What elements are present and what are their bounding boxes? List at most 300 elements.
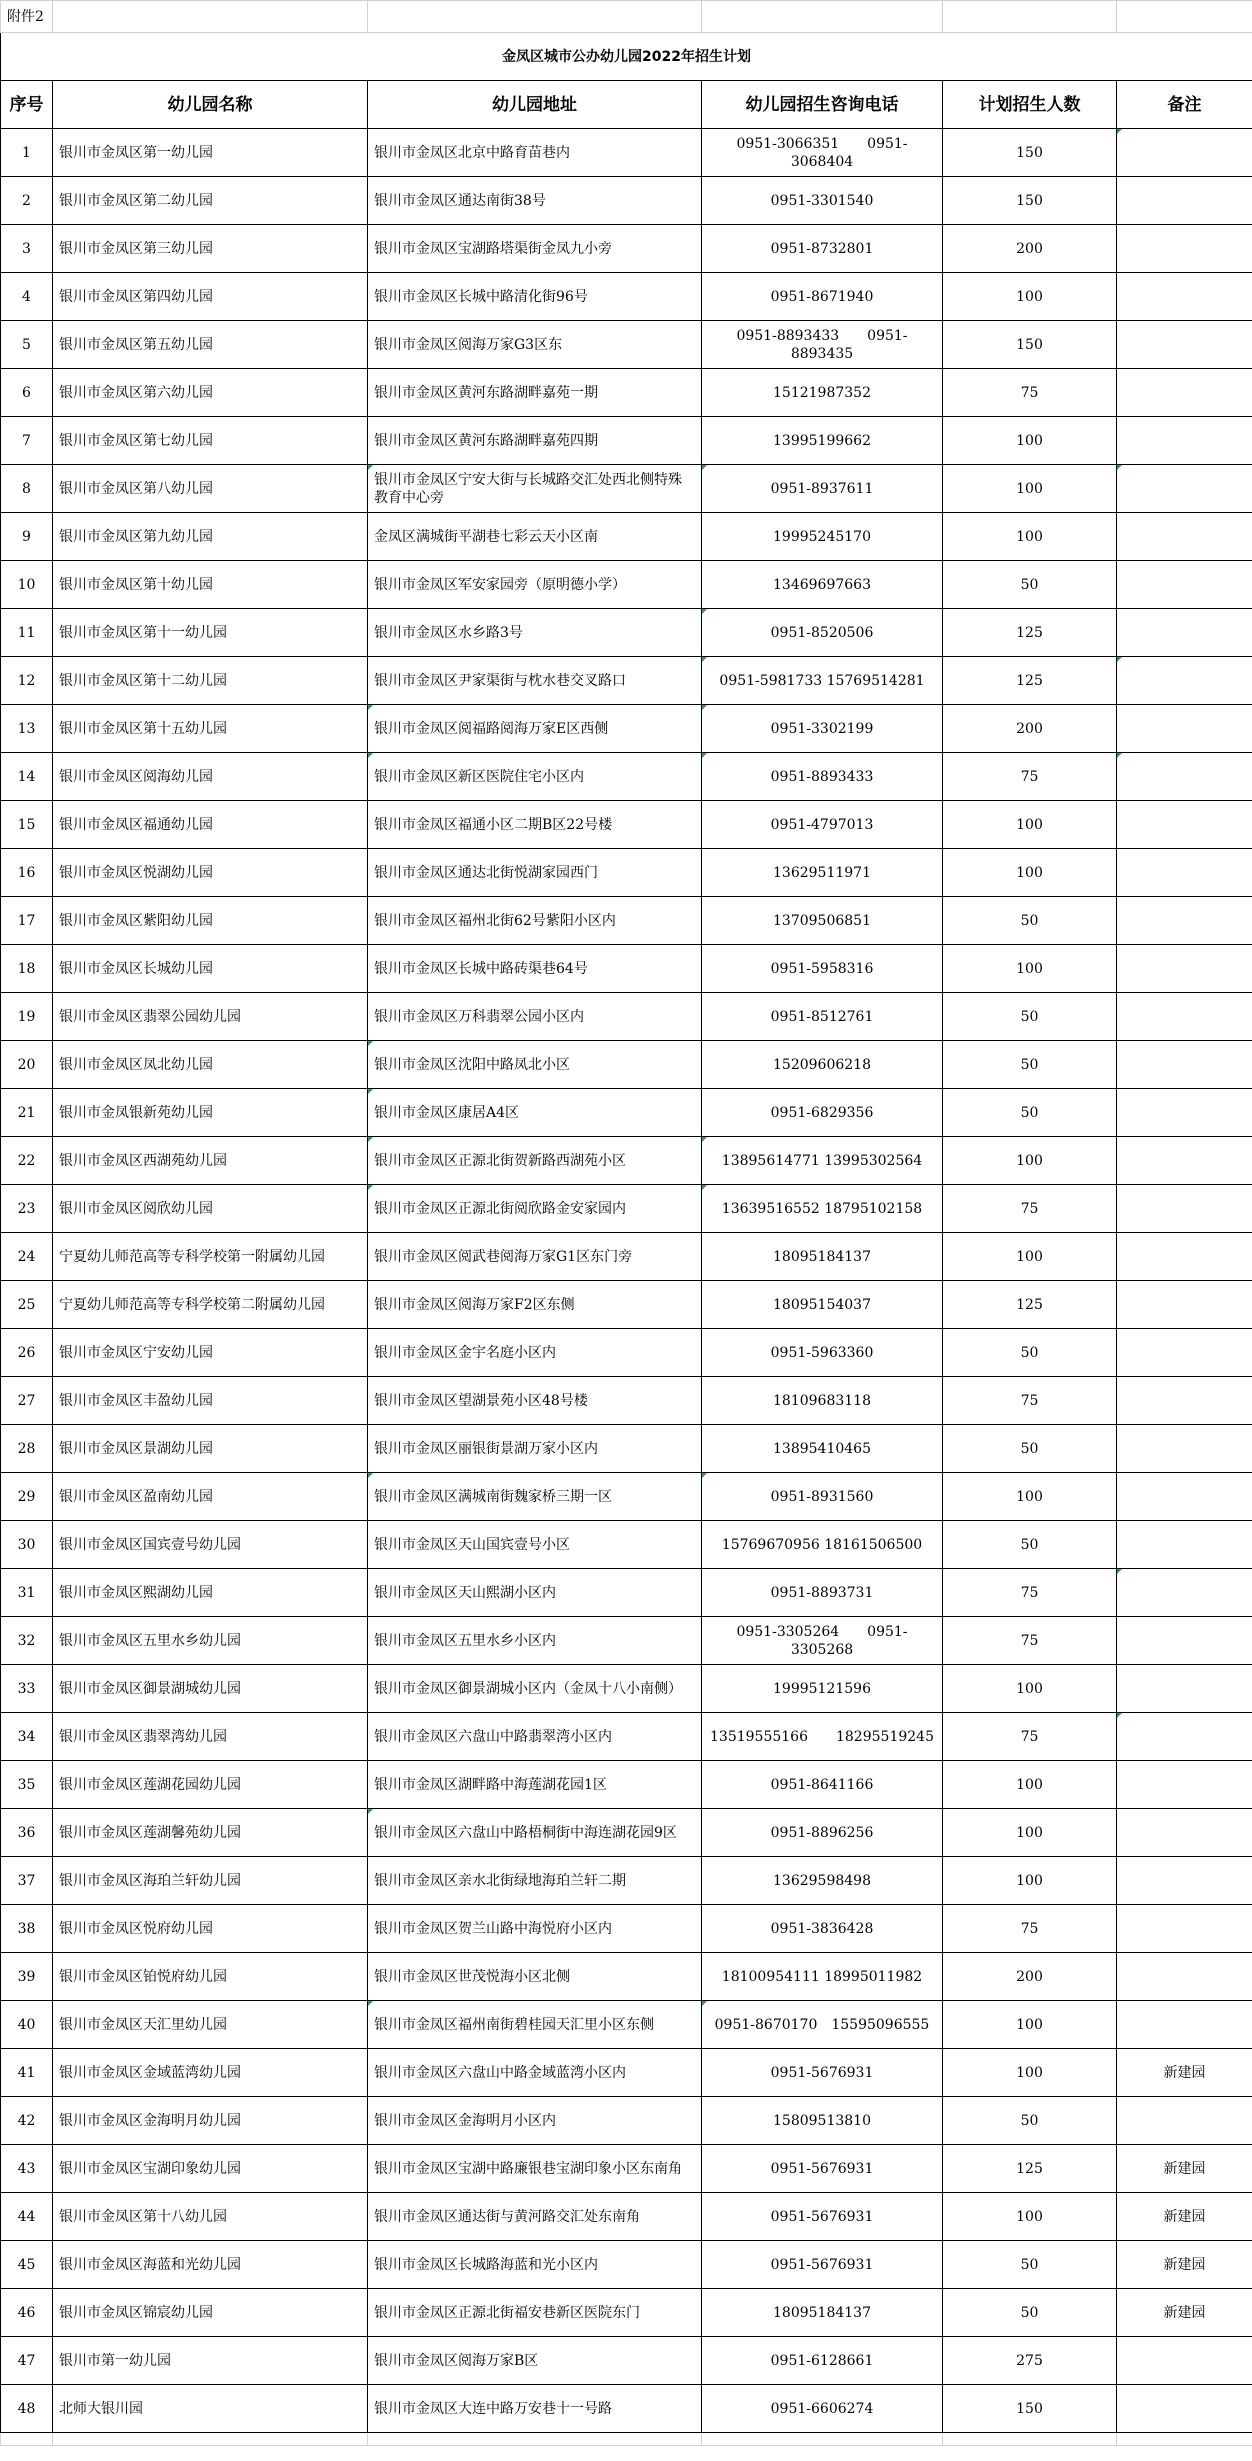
cell-no: 33 <box>1 1665 53 1713</box>
cell-address: 银川市金凤区五里水乡小区内 <box>368 1617 702 1665</box>
cell-address: 银川市金凤区黄河东路湖畔嘉苑一期 <box>368 369 702 417</box>
cell-no: 13 <box>1 705 53 753</box>
cell-no: 30 <box>1 1521 53 1569</box>
cell-no: 8 <box>1 465 53 513</box>
cell-phone: 0951-8893731 <box>702 1569 943 1617</box>
cell-address: 银川市金凤区阅海万家B区 <box>368 2337 702 2385</box>
cell-no: 36 <box>1 1809 53 1857</box>
cell-no: 17 <box>1 897 53 945</box>
cell-phone: 13895614771 13995302564 <box>702 1137 943 1185</box>
cell-plan: 50 <box>943 2289 1117 2337</box>
cell-plan: 150 <box>943 2385 1117 2433</box>
cell-note <box>1117 1185 1252 1233</box>
cell-phone: 0951-6829356 <box>702 1089 943 1137</box>
table-row <box>1 1665 1252 1713</box>
table-row <box>1 1329 1252 1377</box>
cell-plan: 50 <box>943 1425 1117 1473</box>
cell-phone: 18095154037 <box>702 1281 943 1329</box>
table-row <box>1 369 1252 417</box>
cell-phone: 13629511971 <box>702 849 943 897</box>
table-row <box>1 1617 1252 1665</box>
cell-name: 银川市金凤区第八幼儿园 <box>53 465 368 513</box>
cell-phone: 0951-5676931 <box>702 2145 943 2193</box>
cell-address: 银川市金凤区阅海万家F2区东侧 <box>368 1281 702 1329</box>
cell-no: 46 <box>1 2289 53 2337</box>
cell-address: 银川市金凤区通达北街悦湖家园西门 <box>368 849 702 897</box>
cell-name: 北师大银川园 <box>53 2385 368 2433</box>
cell-name: 银川市金凤区第十二幼儿园 <box>53 657 368 705</box>
cell-phone: 18109683118 <box>702 1377 943 1425</box>
cell-note <box>1117 1281 1252 1329</box>
cell-note <box>1117 1233 1252 1281</box>
cell-address: 银川市金凤区宝湖中路廉银巷宝湖印象小区东南角 <box>368 2145 702 2193</box>
cell-phone: 0951-3836428 <box>702 1905 943 1953</box>
cell-plan: 50 <box>943 561 1117 609</box>
cell-phone: 15121987352 <box>702 369 943 417</box>
cell-name: 银川市金凤区悦湖幼儿园 <box>53 849 368 897</box>
cell-address: 银川市金凤区福州南街碧桂园天汇里小区东侧 <box>368 2001 702 2049</box>
cell-note <box>1117 2001 1252 2049</box>
cell-phone: 0951-8520506 <box>702 609 943 657</box>
cell-name: 银川市金凤区五里水乡幼儿园 <box>53 1617 368 1665</box>
cell-note <box>1117 945 1252 993</box>
table-row <box>1 1041 1252 1089</box>
cell-no: 27 <box>1 1377 53 1425</box>
cell-note <box>1117 369 1252 417</box>
cell-no: 43 <box>1 2145 53 2193</box>
table-row <box>1 945 1252 993</box>
cell-note <box>1117 273 1252 321</box>
header-no: 序号 <box>1 81 53 129</box>
cell-no: 23 <box>1 1185 53 1233</box>
cell-plan: 75 <box>943 1713 1117 1761</box>
cell-plan: 50 <box>943 1329 1117 1377</box>
cell-phone: 0951-5958316 <box>702 945 943 993</box>
cell-no: 10 <box>1 561 53 609</box>
cell-name: 银川市金凤区国宾壹号幼儿园 <box>53 1521 368 1569</box>
cell-phone: 19995121596 <box>702 1665 943 1713</box>
cell-note <box>1117 705 1252 753</box>
cell-address: 银川市金凤区世茂悦海小区北侧 <box>368 1953 702 2001</box>
cell-no: 18 <box>1 945 53 993</box>
cell-note: 新建园 <box>1117 2145 1252 2193</box>
cell-no: 31 <box>1 1569 53 1617</box>
cell-address: 银川市金凤区湖畔路中海莲湖花园1区 <box>368 1761 702 1809</box>
cell-note <box>1117 1137 1252 1185</box>
cell-phone: 0951-5963360 <box>702 1329 943 1377</box>
cell-name: 银川市金凤区海蓝和光幼儿园 <box>53 2241 368 2289</box>
cell-note <box>1117 1521 1252 1569</box>
cell-phone: 0951-8893433 <box>702 753 943 801</box>
cell-plan: 125 <box>943 609 1117 657</box>
cell-name: 银川市金凤银新苑幼儿园 <box>53 1089 368 1137</box>
cell-phone: 13629598498 <box>702 1857 943 1905</box>
cell-phone: 0951-8641166 <box>702 1761 943 1809</box>
cell-address: 银川市金凤区正源北街福安巷新区医院东门 <box>368 2289 702 2337</box>
cell-note <box>1117 1473 1252 1521</box>
header-name: 幼儿园名称 <box>53 81 368 129</box>
cell-note <box>1117 849 1252 897</box>
cell-name: 银川市金凤区第十五幼儿园 <box>53 705 368 753</box>
cell-phone: 0951-8512761 <box>702 993 943 1041</box>
cell-no: 15 <box>1 801 53 849</box>
cell-name: 银川市金凤区莲湖花园幼儿园 <box>53 1761 368 1809</box>
cell-name: 银川市金凤区第五幼儿园 <box>53 321 368 369</box>
cell-phone: 0951-5676931 <box>702 2193 943 2241</box>
cell-address: 银川市金凤区长城路海蓝和光小区内 <box>368 2241 702 2289</box>
cell-phone: 18095184137 <box>702 2289 943 2337</box>
cell-plan: 100 <box>943 2193 1117 2241</box>
cell-note <box>1117 897 1252 945</box>
cell-name: 银川市金凤区第九幼儿园 <box>53 513 368 561</box>
cell-no: 24 <box>1 1233 53 1281</box>
cell-address: 银川市金凤区军安家园旁（原明德小学） <box>368 561 702 609</box>
table-row <box>1 417 1252 465</box>
cell-address: 银川市金凤区新区医院住宅小区内 <box>368 753 702 801</box>
cell-phone: 13709506851 <box>702 897 943 945</box>
table-row <box>1 1233 1252 1281</box>
cell-plan: 100 <box>943 1233 1117 1281</box>
cell-note <box>1117 129 1252 177</box>
cell-no: 22 <box>1 1137 53 1185</box>
cell-plan: 100 <box>943 945 1117 993</box>
table-row <box>1 513 1252 561</box>
cell-plan: 150 <box>943 321 1117 369</box>
cell-address: 银川市金凤区万科翡翠公园小区内 <box>368 993 702 1041</box>
cell-phone: 13469697663 <box>702 561 943 609</box>
table-row <box>1 273 1252 321</box>
cell-plan: 125 <box>943 1281 1117 1329</box>
cell-note <box>1117 609 1252 657</box>
cell-note <box>1117 1953 1252 2001</box>
cell-note <box>1117 1329 1252 1377</box>
cell-phone: 0951-8671940 <box>702 273 943 321</box>
cell-note <box>1117 177 1252 225</box>
cell-note <box>1117 1569 1252 1617</box>
cell-name: 银川市金凤区阅欣幼儿园 <box>53 1185 368 1233</box>
title-row <box>1 33 1252 81</box>
cell-note <box>1117 993 1252 1041</box>
cell-address: 银川市金凤区尹家渠街与枕水巷交叉路口 <box>368 657 702 705</box>
cell-plan: 100 <box>943 513 1117 561</box>
cell-plan: 100 <box>943 465 1117 513</box>
cell-name: 银川市金凤区宝湖印象幼儿园 <box>53 2145 368 2193</box>
cell-plan: 50 <box>943 2097 1117 2145</box>
header-plan: 计划招生人数 <box>943 81 1117 129</box>
cell-address: 银川市金凤区金宇名庭小区内 <box>368 1329 702 1377</box>
cell-no: 25 <box>1 1281 53 1329</box>
cell-no: 7 <box>1 417 53 465</box>
cell-address: 银川市金凤区六盘山中路梧桐街中海连湖花园9区 <box>368 1809 702 1857</box>
table-row <box>1 657 1252 705</box>
cell-plan: 50 <box>943 1089 1117 1137</box>
table-row <box>1 1905 1252 1953</box>
cell-plan: 50 <box>943 1041 1117 1089</box>
cell-address: 银川市金凤区亲水北街绿地海珀兰轩二期 <box>368 1857 702 1905</box>
cell-phone: 0951-5676931 <box>702 2241 943 2289</box>
table-row <box>1 2145 1252 2193</box>
table-row <box>1 2289 1252 2337</box>
cell-note <box>1117 321 1252 369</box>
cell-address: 银川市金凤区正源北街贺新路西湖苑小区 <box>368 1137 702 1185</box>
cell-note <box>1117 1665 1252 1713</box>
table-row <box>1 1089 1252 1137</box>
cell-plan: 100 <box>943 1809 1117 1857</box>
cell-no: 40 <box>1 2001 53 2049</box>
cell-plan: 75 <box>943 1569 1117 1617</box>
cell-phone: 0951-5981733 15769514281 <box>702 657 943 705</box>
table-row <box>1 1953 1252 2001</box>
table-row <box>1 561 1252 609</box>
cell-no: 29 <box>1 1473 53 1521</box>
cell-address: 银川市金凤区贺兰山路中海悦府小区内 <box>368 1905 702 1953</box>
cell-plan: 100 <box>943 2049 1117 2097</box>
cell-address: 银川市金凤区六盘山中路翡翠湾小区内 <box>368 1713 702 1761</box>
cell-no: 28 <box>1 1425 53 1473</box>
cell-no: 42 <box>1 2097 53 2145</box>
table-row <box>1 321 1252 369</box>
cell-no: 14 <box>1 753 53 801</box>
cell-no: 20 <box>1 1041 53 1089</box>
cell-no: 1 <box>1 129 53 177</box>
cell-name: 银川市金凤区景湖幼儿园 <box>53 1425 368 1473</box>
cell-address: 银川市金凤区大连中路万安巷十一号路 <box>368 2385 702 2433</box>
cell-plan: 150 <box>943 177 1117 225</box>
cell-address: 银川市金凤区通达街与黄河路交汇处东南角 <box>368 2193 702 2241</box>
cell-name: 银川市金凤区海珀兰轩幼儿园 <box>53 1857 368 1905</box>
table-row <box>1 1569 1252 1617</box>
cell-name: 银川市金凤区西湖苑幼儿园 <box>53 1137 368 1185</box>
cell-note <box>1117 1089 1252 1137</box>
cell-no: 5 <box>1 321 53 369</box>
cell-phone: 0951-8670170 15595096555 <box>702 2001 943 2049</box>
cell-note <box>1117 753 1252 801</box>
cell-name: 银川市金凤区第七幼儿园 <box>53 417 368 465</box>
cell-phone: 13639516552 18795102158 <box>702 1185 943 1233</box>
cell-name: 银川市第一幼儿园 <box>53 2337 368 2385</box>
cell-plan: 200 <box>943 225 1117 273</box>
cell-name: 银川市金凤区熙湖幼儿园 <box>53 1569 368 1617</box>
cell-name: 银川市金凤区莲湖馨苑幼儿园 <box>53 1809 368 1857</box>
cell-address: 银川市金凤区福州北街62号紫阳小区内 <box>368 897 702 945</box>
cell-note: 新建园 <box>1117 2241 1252 2289</box>
table-row <box>1 1137 1252 1185</box>
table-row <box>1 2337 1252 2385</box>
cell-phone: 15809513810 <box>702 2097 943 2145</box>
table-row <box>1 993 1252 1041</box>
header-address: 幼儿园地址 <box>368 81 702 129</box>
cell-no: 35 <box>1 1761 53 1809</box>
cell-plan: 50 <box>943 897 1117 945</box>
table-row <box>1 1521 1252 1569</box>
table-row <box>1 129 1252 177</box>
cell-note <box>1117 2337 1252 2385</box>
cell-plan: 125 <box>943 657 1117 705</box>
cell-name: 银川市金凤区福通幼儿园 <box>53 801 368 849</box>
cell-address: 银川市金凤区水乡路3号 <box>368 609 702 657</box>
attachment-row <box>1 1 1252 33</box>
cell-plan: 75 <box>943 753 1117 801</box>
cell-name: 银川市金凤区第三幼儿园 <box>53 225 368 273</box>
cell-phone: 18100954111 18995011982 <box>702 1953 943 2001</box>
cell-note <box>1117 1041 1252 1089</box>
cell-no: 16 <box>1 849 53 897</box>
cell-address: 银川市金凤区阅海万家G3区东 <box>368 321 702 369</box>
table-row <box>1 705 1252 753</box>
cell-plan: 50 <box>943 993 1117 1041</box>
cell-plan: 50 <box>943 2241 1117 2289</box>
cell-no: 6 <box>1 369 53 417</box>
cell-no: 21 <box>1 1089 53 1137</box>
cell-no: 4 <box>1 273 53 321</box>
cell-name: 银川市金凤区御景湖城幼儿园 <box>53 1665 368 1713</box>
table-row <box>1 1761 1252 1809</box>
cell-no: 48 <box>1 2385 53 2433</box>
cell-address: 银川市金凤区满城南街魏家桥三期一区 <box>368 1473 702 1521</box>
cell-plan: 75 <box>943 369 1117 417</box>
cell-phone: 0951-3302199 <box>702 705 943 753</box>
cell-note <box>1117 657 1252 705</box>
cell-note <box>1117 2097 1252 2145</box>
cell-no: 47 <box>1 2337 53 2385</box>
cell-no: 44 <box>1 2193 53 2241</box>
cell-plan: 125 <box>943 2145 1117 2193</box>
cell-plan: 75 <box>943 1617 1117 1665</box>
cell-note <box>1117 801 1252 849</box>
cell-name: 银川市金凤区长城幼儿园 <box>53 945 368 993</box>
page-title: 金凤区城市公办幼儿园2022年招生计划 <box>1 33 1252 81</box>
cell-note <box>1117 417 1252 465</box>
cell-address: 银川市金凤区康居A4区 <box>368 1089 702 1137</box>
cell-address: 银川市金凤区长城中路砖渠巷64号 <box>368 945 702 993</box>
cell-note <box>1117 1617 1252 1665</box>
header-note: 备注 <box>1117 81 1252 129</box>
cell-no: 12 <box>1 657 53 705</box>
cell-plan: 100 <box>943 849 1117 897</box>
cell-name: 银川市金凤区凤北幼儿园 <box>53 1041 368 1089</box>
cell-note: 新建园 <box>1117 2289 1252 2337</box>
cell-address: 银川市金凤区阅福路阅海万家E区西侧 <box>368 705 702 753</box>
cell-phone: 19995245170 <box>702 513 943 561</box>
cell-name: 银川市金凤区翡翠湾幼儿园 <box>53 1713 368 1761</box>
cell-name: 银川市金凤区第六幼儿园 <box>53 369 368 417</box>
cell-address: 银川市金凤区正源北街阅欣路金安家园内 <box>368 1185 702 1233</box>
cell-name: 银川市金凤区第十八幼儿园 <box>53 2193 368 2241</box>
cell-address: 金凤区满城街平湖巷七彩云天小区南 <box>368 513 702 561</box>
cell-plan: 150 <box>943 129 1117 177</box>
cell-no: 3 <box>1 225 53 273</box>
cell-phone: 0951-3066351 0951-3068404 <box>702 129 943 177</box>
cell-address: 银川市金凤区长城中路清化街96号 <box>368 273 702 321</box>
cell-address: 银川市金凤区阅武巷阅海万家G1区东门旁 <box>368 1233 702 1281</box>
cell-note <box>1117 513 1252 561</box>
cell-no: 32 <box>1 1617 53 1665</box>
table-row <box>1 225 1252 273</box>
table-row <box>1 897 1252 945</box>
cell-address: 银川市金凤区宝湖路塔渠街金凤九小旁 <box>368 225 702 273</box>
cell-name: 银川市金凤区天汇里幼儿园 <box>53 2001 368 2049</box>
table-row <box>1 1857 1252 1905</box>
table-row <box>1 2097 1252 2145</box>
table-row <box>1 849 1252 897</box>
cell-note <box>1117 1857 1252 1905</box>
cell-phone: 0951-4797013 <box>702 801 943 849</box>
cell-note <box>1117 1905 1252 1953</box>
cell-no: 39 <box>1 1953 53 2001</box>
cell-plan: 75 <box>943 1905 1117 1953</box>
cell-note: 新建园 <box>1117 2193 1252 2241</box>
cell-plan: 100 <box>943 1473 1117 1521</box>
cell-phone: 0951-8893433 0951-8893435 <box>702 321 943 369</box>
cell-no: 9 <box>1 513 53 561</box>
cell-address: 银川市金凤区天山熙湖小区内 <box>368 1569 702 1617</box>
header-row <box>1 81 1252 129</box>
cell-note <box>1117 1761 1252 1809</box>
table-row <box>1 2001 1252 2049</box>
table-row <box>1 1377 1252 1425</box>
cell-phone: 0951-5676931 <box>702 2049 943 2097</box>
table-row <box>1 2193 1252 2241</box>
cell-address: 银川市金凤区福通小区二期B区22号楼 <box>368 801 702 849</box>
blank-row <box>1 2433 1252 2446</box>
cell-name: 银川市金凤区翡翠公园幼儿园 <box>53 993 368 1041</box>
cell-name: 银川市金凤区宁安幼儿园 <box>53 1329 368 1377</box>
cell-plan: 100 <box>943 2001 1117 2049</box>
cell-plan: 100 <box>943 1761 1117 1809</box>
cell-address: 银川市金凤区望湖景苑小区48号楼 <box>368 1377 702 1425</box>
cell-phone: 0951-8732801 <box>702 225 943 273</box>
cell-plan: 100 <box>943 273 1117 321</box>
cell-no: 38 <box>1 1905 53 1953</box>
cell-name: 银川市金凤区第十一幼儿园 <box>53 609 368 657</box>
cell-name: 银川市金凤区锦宸幼儿园 <box>53 2289 368 2337</box>
cell-address: 银川市金凤区宁安大街与长城路交汇处西北侧特殊教育中心旁 <box>368 465 702 513</box>
cell-no: 37 <box>1 1857 53 1905</box>
cell-plan: 200 <box>943 705 1117 753</box>
cell-name: 银川市金凤区阅海幼儿园 <box>53 753 368 801</box>
cell-name: 宁夏幼儿师范高等专科学校第二附属幼儿园 <box>53 1281 368 1329</box>
table-row <box>1 801 1252 849</box>
cell-name: 宁夏幼儿师范高等专科学校第一附属幼儿园 <box>53 1233 368 1281</box>
cell-name: 银川市金凤区丰盈幼儿园 <box>53 1377 368 1425</box>
cell-name: 银川市金凤区铂悦府幼儿园 <box>53 1953 368 2001</box>
cell-no: 45 <box>1 2241 53 2289</box>
cell-plan: 100 <box>943 1857 1117 1905</box>
cell-phone: 0951-6606274 <box>702 2385 943 2433</box>
cell-name: 银川市金凤区金海明月幼儿园 <box>53 2097 368 2145</box>
cell-note <box>1117 1809 1252 1857</box>
cell-plan: 100 <box>943 417 1117 465</box>
table-row <box>1 1473 1252 1521</box>
cell-name: 银川市金凤区第十幼儿园 <box>53 561 368 609</box>
cell-no: 41 <box>1 2049 53 2097</box>
table-row <box>1 1185 1252 1233</box>
cell-note <box>1117 2385 1252 2433</box>
header-phone: 幼儿园招生咨询电话 <box>702 81 943 129</box>
cell-no: 11 <box>1 609 53 657</box>
cell-note <box>1117 465 1252 513</box>
table-row <box>1 753 1252 801</box>
table-row <box>1 177 1252 225</box>
cell-address: 银川市金凤区天山国宾壹号小区 <box>368 1521 702 1569</box>
cell-plan: 75 <box>943 1185 1117 1233</box>
table-row <box>1 1809 1252 1857</box>
table-row <box>1 1713 1252 1761</box>
cell-address: 银川市金凤区黄河东路湖畔嘉苑四期 <box>368 417 702 465</box>
cell-no: 19 <box>1 993 53 1041</box>
cell-address: 银川市金凤区御景湖城小区内（金凤十八小南侧） <box>368 1665 702 1713</box>
table-row <box>1 609 1252 657</box>
